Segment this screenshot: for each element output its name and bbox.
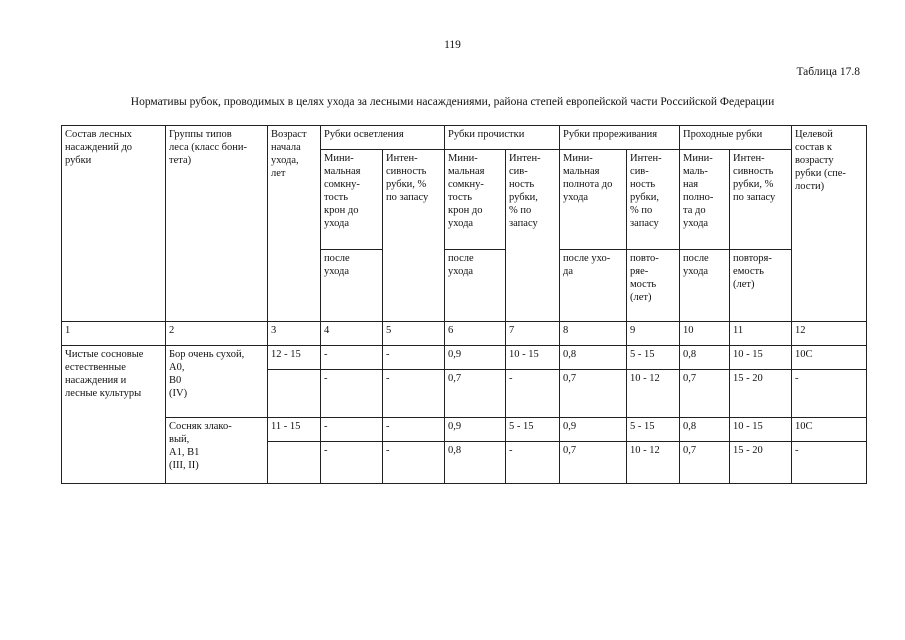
table-cell: - <box>383 346 445 370</box>
column-number: 7 <box>506 322 560 346</box>
header-passage: Проходные рубки <box>680 126 792 150</box>
header-min-density: Мини- маль- ная полно- та до ухода <box>680 150 730 250</box>
table-label: Таблица 17.8 <box>796 66 860 78</box>
table-cell: 0,7 <box>680 370 730 418</box>
header-intensity: Интен- сив- ность рубки, % по запасу <box>627 150 680 250</box>
table-cell: - <box>506 370 560 418</box>
table-cell: - <box>383 442 445 484</box>
table-cell: - <box>792 442 867 484</box>
header-cleaning: Рубки прочистки <box>445 126 560 150</box>
table-cell: 0,7 <box>560 442 627 484</box>
column-number: 9 <box>627 322 680 346</box>
composition-cell: Чистые сосновые естественные насаждения и лесные культуры <box>62 346 166 484</box>
page-number: 119 <box>444 39 461 51</box>
header-repeat-interval: повто- ряе- мость (лет) <box>627 250 680 322</box>
header-target: Целевой состав к возрасту рубки (спе- лости) <box>792 126 867 322</box>
table-cell: 0,7 <box>445 370 506 418</box>
header-thinning: Рубки прореживания <box>560 126 680 150</box>
table-cell: 5 - 15 <box>506 418 560 442</box>
table-cell: - <box>383 370 445 418</box>
table-cell: 0,7 <box>680 442 730 484</box>
norms-table <box>61 125 867 484</box>
header-after-care: после ухода <box>321 250 383 322</box>
forest-type-cell: Бор очень сухой, А0, В0 (IV) <box>166 346 268 418</box>
forest-type-cell: Сосняк злако- вый, А1, В1 (III, II) <box>166 418 268 484</box>
column-number: 1 <box>62 322 166 346</box>
column-number: 12 <box>792 322 867 346</box>
header-min-crown-closure: Мини- мальная сомкну- тость крон до ухода <box>445 150 506 250</box>
table-cell: 0,8 <box>680 418 730 442</box>
column-number: 5 <box>383 322 445 346</box>
header-after-care: после ухода <box>680 250 730 322</box>
table-cell: 0,8 <box>680 346 730 370</box>
age-cell: 12 - 15 <box>268 346 321 370</box>
table-cell: - <box>383 418 445 442</box>
table-row <box>62 346 867 370</box>
header-forest-type: Группы типов леса (класс бони- тета) <box>166 126 268 322</box>
header-after-care: после ухо- да <box>560 250 627 322</box>
table-cell: 0,9 <box>445 346 506 370</box>
table-cell: 15 - 20 <box>730 370 792 418</box>
column-number: 11 <box>730 322 792 346</box>
header-min-density: Мини- мальная полнота до ухода <box>560 150 627 250</box>
header-intensity: Интен- сивность рубки, % по запасу <box>730 150 792 250</box>
table-row <box>62 418 867 442</box>
column-number: 2 <box>166 322 268 346</box>
table-cell: 10С <box>792 346 867 370</box>
header-repeat-interval: повторя- емость (лет) <box>730 250 792 322</box>
header-composition: Состав лесных насаждений до рубки <box>62 126 166 322</box>
column-number: 4 <box>321 322 383 346</box>
table-cell: 0,8 <box>560 346 627 370</box>
table-cell: 10 - 15 <box>506 346 560 370</box>
column-number: 6 <box>445 322 506 346</box>
table-cell: - <box>792 370 867 418</box>
table-cell: 10 - 12 <box>627 442 680 484</box>
header-clarification: Рубки осветления <box>321 126 445 150</box>
table-cell: - <box>321 370 383 418</box>
table-cell: - <box>321 346 383 370</box>
table-cell: 0,9 <box>560 418 627 442</box>
header-min-crown-closure: Мини- мальная сомкну- тость крон до ухода <box>321 150 383 250</box>
table-cell: 5 - 15 <box>627 418 680 442</box>
table-caption: Нормативы рубок, проводимых в целях ухода за лесными насаждениями, района степей европейской части Российской Федерации <box>130 96 775 108</box>
table-cell: - <box>506 442 560 484</box>
table-cell: 0,8 <box>445 442 506 484</box>
column-number: 3 <box>268 322 321 346</box>
table-cell: 10 - 15 <box>730 346 792 370</box>
column-number-row <box>62 322 867 346</box>
table-cell: - <box>321 442 383 484</box>
table-cell: 0,7 <box>560 370 627 418</box>
table-cell: 10 - 12 <box>627 370 680 418</box>
header-age: Возраст начала ухода, лет <box>268 126 321 322</box>
header-after-care: после ухода <box>445 250 506 322</box>
age-cell: 11 - 15 <box>268 418 321 442</box>
table-cell: 5 - 15 <box>627 346 680 370</box>
table-cell: - <box>321 418 383 442</box>
header-intensity: Интен- сив- ность рубки, % по запасу <box>506 150 560 322</box>
header-intensity: Интен- сивность рубки, % по запасу <box>383 150 445 322</box>
header-row-1 <box>62 126 867 150</box>
table-cell: 0,9 <box>445 418 506 442</box>
table-cell: 15 - 20 <box>730 442 792 484</box>
age-cell <box>268 442 321 484</box>
column-number: 8 <box>560 322 627 346</box>
table-cell: 10 - 15 <box>730 418 792 442</box>
column-number: 10 <box>680 322 730 346</box>
table-cell: 10С <box>792 418 867 442</box>
age-cell <box>268 370 321 418</box>
